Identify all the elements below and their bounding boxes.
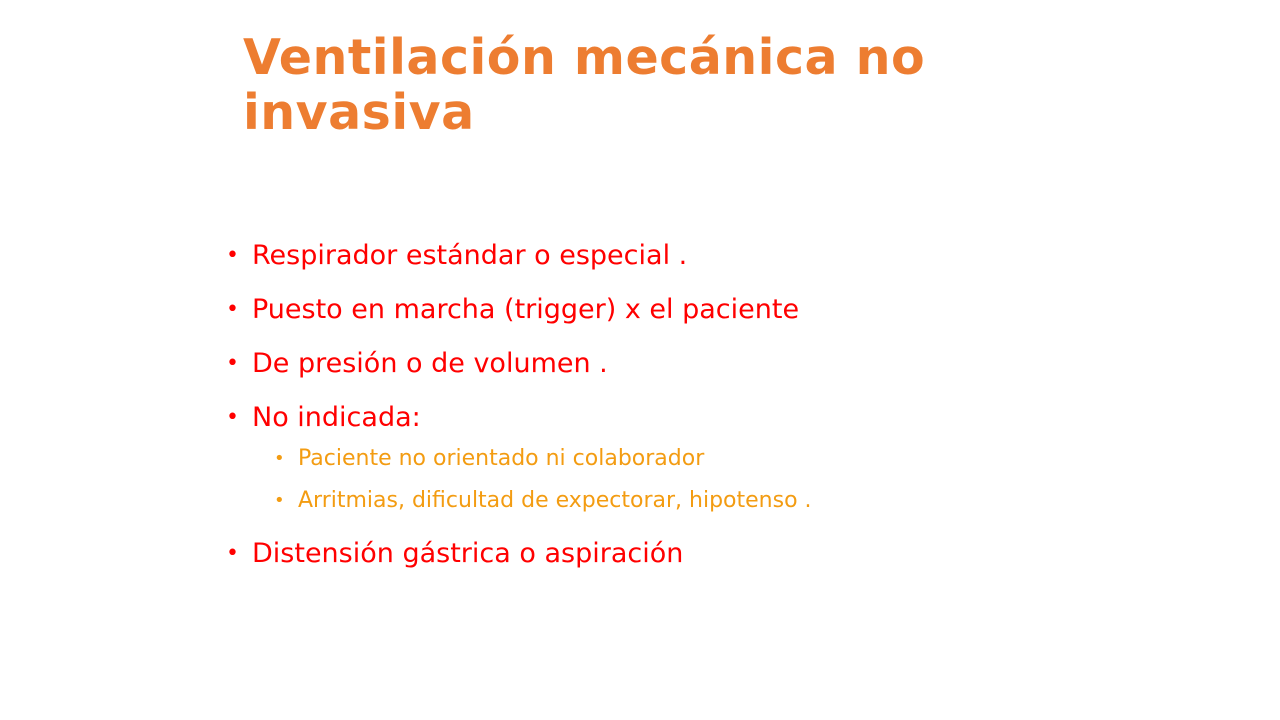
list-item	[226, 344, 1126, 384]
bullet-icon: •	[274, 448, 285, 469]
bullet-icon: •	[226, 405, 239, 430]
list-item-text: Puesto en marcha (trigger) x el paciente	[252, 294, 800, 325]
list-item-text: Distensión gástrica o aspiración	[252, 538, 684, 569]
list-item	[226, 398, 1126, 438]
bullet-icon: •	[226, 541, 239, 566]
sub-list-item-text: Paciente no orientado ni colaborador	[298, 446, 705, 471]
list-item-text: De presión o de volumen .	[252, 348, 608, 379]
bullet-icon: •	[226, 297, 239, 322]
list-item	[226, 236, 1126, 276]
bullet-icon: •	[226, 243, 239, 268]
bullet-icon: •	[274, 490, 285, 511]
sub-list-item-text: Arritmias, dificultad de expectorar, hipotenso .	[298, 488, 812, 513]
sub-list-item	[274, 486, 1126, 516]
bullet-list	[226, 236, 1126, 588]
list-item-text: No indicada:	[252, 402, 421, 433]
list-item	[226, 290, 1126, 330]
sub-list-item	[274, 444, 1126, 474]
slide-title: Ventilación mecánica no invasiva	[243, 29, 926, 141]
bullet-icon: •	[226, 351, 239, 376]
list-item-text: Respirador estándar o especial .	[252, 240, 688, 271]
list-item	[226, 534, 1126, 574]
